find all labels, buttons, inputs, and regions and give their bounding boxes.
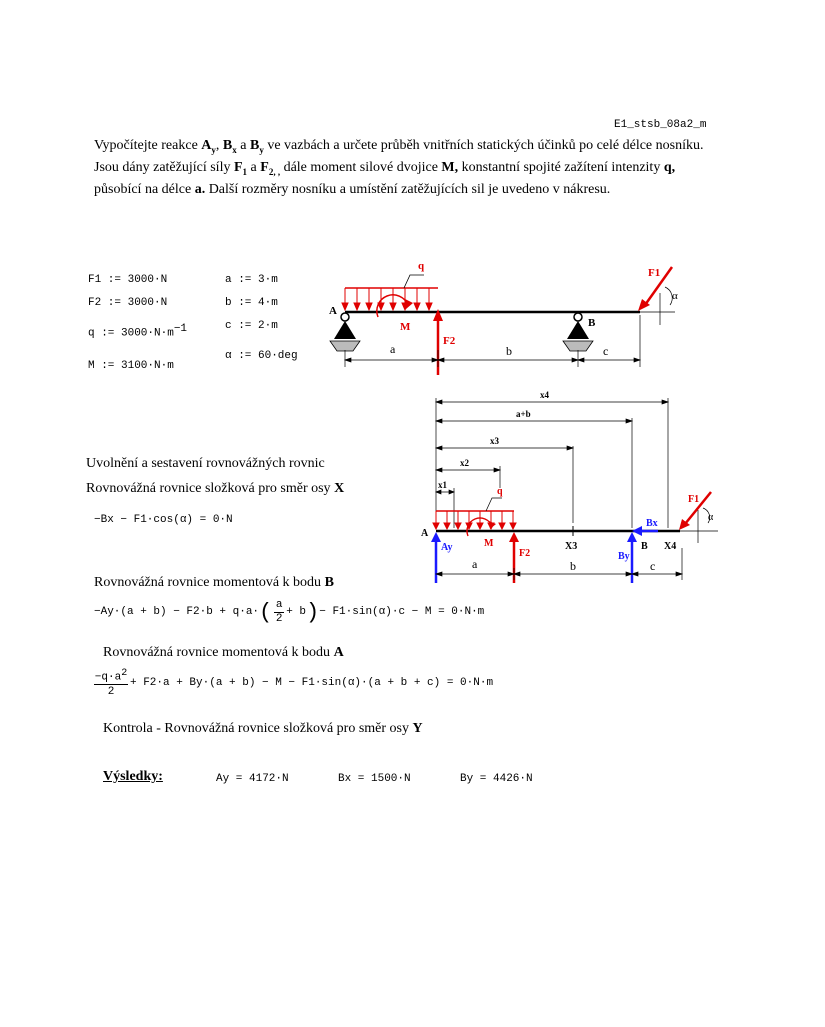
dimension-line bbox=[345, 315, 640, 367]
intro-paragraph-1: Vypočítejte reakce $A_y$, $B_x$ a $B_y$ ve vazbách a určete průběh vnitřních statických účinků po celé délce nosníku. bbox=[94, 138, 704, 155]
distributed-load-q bbox=[342, 288, 438, 310]
label-F1: F1 bbox=[648, 267, 661, 279]
dim-x3: x3 bbox=[490, 436, 499, 446]
check-heading: Kontrola - Rovnovážná rovnice složková pro směr osy Y bbox=[103, 721, 423, 736]
dim-c: c bbox=[650, 559, 656, 573]
result-By: By = 4426·N bbox=[460, 773, 533, 785]
eq-ma-heading: Rovnovážná rovnice momentová k bodu A bbox=[103, 645, 344, 660]
given-F1: F1 := 3000·N bbox=[88, 274, 168, 286]
given-b: b := 4·m bbox=[225, 297, 278, 309]
label-A: A bbox=[421, 528, 429, 539]
given-F2: F2 := 3000·N bbox=[88, 297, 168, 309]
dim-a: a bbox=[472, 557, 478, 571]
given-c: c := 2·m bbox=[225, 320, 278, 332]
dim-x4: x4 bbox=[540, 390, 549, 400]
intro-paragraph-2: Jsou dány zatěžující síly $F_1$ a $F_{2, ,}$ dále moment silové dvojice M, konstantní spojité zažítení intenzity q, působící na délce a. Další rozměry nosníku a umístění zatěžujících sil je uvedeno v nákresu. bbox=[94, 159, 676, 197]
problem-statement bbox=[94, 137, 704, 199]
label-X3: X3 bbox=[565, 541, 578, 552]
label-M: M bbox=[484, 538, 494, 549]
given-alpha: α := 60·deg bbox=[225, 350, 298, 362]
eq-mb-heading: Rovnovážná rovnice momentová k bodu B bbox=[94, 575, 334, 590]
eq-x-heading: Rovnovážná rovnice složková pro směr osy X bbox=[86, 481, 345, 496]
label-X4: X4 bbox=[664, 541, 677, 552]
label-q: q bbox=[418, 260, 425, 272]
beam-diagram-released bbox=[420, 388, 720, 583]
dim-b: b bbox=[506, 344, 512, 358]
dim-x2: x2 bbox=[460, 458, 469, 468]
label-F1: F1 bbox=[688, 494, 700, 505]
equation-moment-A: $-q\cdot a^2$ 2 + F2·a + By·(a + b) − M − F1·sin(α)·(a + b + c) = 0·N·m bbox=[94, 667, 494, 699]
given-M: M := 3100·N·m bbox=[88, 360, 174, 372]
dim-a-plus-b: a+b bbox=[516, 409, 531, 419]
label-B: B bbox=[641, 541, 648, 552]
dim-b: b bbox=[570, 559, 576, 573]
result-Bx: Bx = 1500·N bbox=[338, 773, 411, 785]
results-heading: Výsledky: bbox=[103, 769, 163, 784]
label-By: By bbox=[618, 551, 630, 562]
label-Bx: Bx bbox=[646, 518, 658, 529]
release-heading: Uvolnění a sestavení rovnovážných rovnic bbox=[86, 456, 325, 471]
label-F2: F2 bbox=[443, 335, 456, 347]
support-A-icon bbox=[330, 313, 360, 351]
dim-x1: x1 bbox=[438, 480, 447, 490]
label-alpha: α bbox=[708, 512, 714, 523]
dim-a: a bbox=[390, 342, 396, 356]
given-q: q := $3000\cdot N\cdot m^{-1}$ bbox=[88, 323, 188, 340]
beam-diagram-loaded bbox=[320, 255, 690, 380]
label-M: M bbox=[400, 321, 411, 333]
distributed-load-q bbox=[433, 511, 516, 529]
position-dimensions bbox=[436, 398, 668, 528]
label-F2: F2 bbox=[519, 548, 531, 559]
equation-moment-B: −Ay·(a + b) − F2·b + q·a· ( a 2 + b ) − F1·sin(α)·c − M = 0·N·m bbox=[94, 598, 485, 625]
document-id: E1_stsb_08a2_m bbox=[614, 119, 707, 131]
dim-c: c bbox=[603, 344, 609, 358]
equation-x: −Bx − F1·cos(α) = 0·N bbox=[94, 514, 233, 526]
label-Ay: Ay bbox=[441, 542, 453, 553]
given-a: a := 3·m bbox=[225, 274, 278, 286]
label-A: A bbox=[329, 305, 337, 317]
label-q: q bbox=[497, 486, 503, 497]
result-Ay: Ay = 4172·N bbox=[216, 773, 289, 785]
label-alpha: α bbox=[672, 290, 678, 302]
label-B: B bbox=[588, 317, 596, 329]
